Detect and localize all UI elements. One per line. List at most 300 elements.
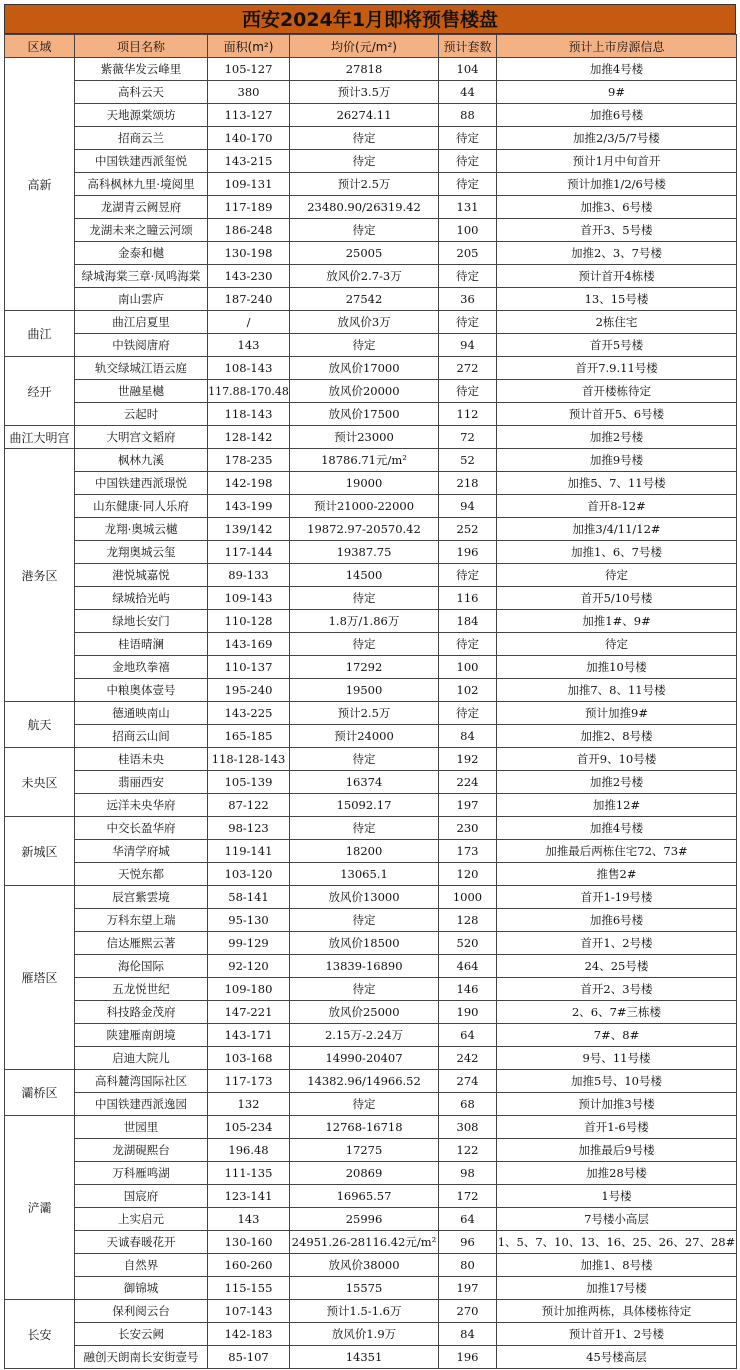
project-cell: 绿城拾光屿: [75, 587, 208, 610]
project-cell: 辰宫紫雲境: [75, 886, 208, 909]
table-row: [5, 1047, 737, 1070]
units-cell: 80: [439, 1254, 497, 1277]
info-cell: 首开7.9.11号楼: [497, 357, 737, 380]
area-cell: 113-127: [208, 104, 290, 127]
price-cell: 14382.96/14966.52: [290, 1070, 439, 1093]
info-cell: 预计首开5、6号楼: [497, 403, 737, 426]
units-cell: 104: [439, 58, 497, 81]
units-cell: 520: [439, 932, 497, 955]
price-cell: 17292: [290, 656, 439, 679]
price-cell: 放风价2.7-3万: [290, 265, 439, 288]
area-cell: 108-143: [208, 357, 290, 380]
price-cell: 放风价13000: [290, 886, 439, 909]
units-cell: 待定: [439, 150, 497, 173]
info-cell: 预计加推两栋，具体楼栋待定: [497, 1300, 737, 1323]
project-cell: 龙湖未来之瞳云河颂: [75, 219, 208, 242]
table-row: [5, 472, 737, 495]
units-cell: 128: [439, 909, 497, 932]
units-cell: 270: [439, 1300, 497, 1323]
area-cell: 117-144: [208, 541, 290, 564]
info-cell: 推售2#: [497, 863, 737, 886]
table-row: [5, 978, 737, 1001]
units-cell: 196: [439, 1346, 497, 1369]
units-cell: 308: [439, 1116, 497, 1139]
area-cell: 99-129: [208, 932, 290, 955]
project-cell: 信达雁熙云著: [75, 932, 208, 955]
units-cell: 218: [439, 472, 497, 495]
table-row: [5, 288, 737, 311]
project-cell: 紫薇华发云峰里: [75, 58, 208, 81]
project-cell: 山东健康·同人乐府: [75, 495, 208, 518]
info-cell: 待定: [497, 564, 737, 587]
project-cell: 上实启元: [75, 1208, 208, 1231]
table-row: [5, 1208, 737, 1231]
info-cell: 加推2、3、7号楼: [497, 242, 737, 265]
units-cell: 待定: [439, 702, 497, 725]
area-cell: 95-130: [208, 909, 290, 932]
units-cell: 122: [439, 1139, 497, 1162]
area-cell: 142-183: [208, 1323, 290, 1346]
info-cell: 加推10号楼: [497, 656, 737, 679]
header-price: 均价(元/m²): [290, 35, 439, 58]
table-row: [5, 426, 737, 449]
table-row: [5, 1254, 737, 1277]
info-cell: 首开1-19号楼: [497, 886, 737, 909]
project-cell: 中国铁建西派璟悦: [75, 472, 208, 495]
area-cell: 139/142: [208, 518, 290, 541]
project-cell: 天地源棠颂坊: [75, 104, 208, 127]
info-cell: 9#: [497, 81, 737, 104]
units-cell: 72: [439, 426, 497, 449]
project-cell: 桂语未央: [75, 748, 208, 771]
table-row: [5, 1093, 737, 1116]
table-row: [5, 863, 737, 886]
table-row: [5, 58, 737, 81]
table-row: [5, 587, 737, 610]
table-row: [5, 1185, 737, 1208]
project-cell: 中粮奥体壹号: [75, 679, 208, 702]
region-cell: 浐灞: [5, 1116, 75, 1300]
info-cell: 首开5号楼: [497, 334, 737, 357]
project-cell: 轨交绿城江语云庭: [75, 357, 208, 380]
table-row: [5, 794, 737, 817]
project-cell: 天悦东都: [75, 863, 208, 886]
info-cell: 首开5/10号楼: [497, 587, 737, 610]
table-row: [5, 1346, 737, 1369]
price-cell: 26274.11: [290, 104, 439, 127]
price-cell: 放风价17000: [290, 357, 439, 380]
project-cell: 天诚春暖花开: [75, 1231, 208, 1254]
region-cell: 航天: [5, 702, 75, 748]
info-cell: 加推2号楼: [497, 771, 737, 794]
price-cell: 13065.1: [290, 863, 439, 886]
area-cell: 111-135: [208, 1162, 290, 1185]
area-cell: 103-168: [208, 1047, 290, 1070]
price-cell: 12768-16718: [290, 1116, 439, 1139]
table-row: [5, 196, 737, 219]
units-cell: 252: [439, 518, 497, 541]
project-cell: 国宸府: [75, 1185, 208, 1208]
header-region: 区域: [5, 35, 75, 58]
header-info: 预计上市房源信息: [497, 35, 737, 58]
info-cell: 首开楼栋待定: [497, 380, 737, 403]
project-cell: 金地玖拳禧: [75, 656, 208, 679]
info-cell: 加推6号楼: [497, 909, 737, 932]
units-cell: 205: [439, 242, 497, 265]
project-cell: 高科枫林九里·境阅里: [75, 173, 208, 196]
project-cell: 枫林九溪: [75, 449, 208, 472]
price-cell: 预计23000: [290, 426, 439, 449]
area-cell: 187-240: [208, 288, 290, 311]
info-cell: 预计加推9#: [497, 702, 737, 725]
units-cell: 88: [439, 104, 497, 127]
project-cell: 世融星樾: [75, 380, 208, 403]
units-cell: 131: [439, 196, 497, 219]
price-cell: 预计2.5万: [290, 173, 439, 196]
area-cell: 105-234: [208, 1116, 290, 1139]
units-cell: 待定: [439, 380, 497, 403]
project-cell: 启迪大院儿: [75, 1047, 208, 1070]
area-cell: 143-169: [208, 633, 290, 656]
header-units: 预计套数: [439, 35, 497, 58]
units-cell: 1000: [439, 886, 497, 909]
table-row: [5, 725, 737, 748]
project-cell: 中国铁建西派玺悦: [75, 150, 208, 173]
area-cell: 89-133: [208, 564, 290, 587]
table-row: [5, 242, 737, 265]
price-cell: 16965.57: [290, 1185, 439, 1208]
project-cell: 龙翔·奥城云樾: [75, 518, 208, 541]
area-cell: 117-173: [208, 1070, 290, 1093]
area-cell: 380: [208, 81, 290, 104]
price-cell: 14351: [290, 1346, 439, 1369]
price-cell: 放风价18500: [290, 932, 439, 955]
table-row: [5, 173, 737, 196]
info-cell: 7号楼小高层: [497, 1208, 737, 1231]
project-cell: 港悦城嘉悦: [75, 564, 208, 587]
project-cell: 长安云阙: [75, 1323, 208, 1346]
units-cell: 52: [439, 449, 497, 472]
project-cell: 绿地长安门: [75, 610, 208, 633]
area-cell: 143-225: [208, 702, 290, 725]
info-cell: 加推5、7、11号楼: [497, 472, 737, 495]
price-cell: 待定: [290, 633, 439, 656]
project-cell: 万科雁鸣湖: [75, 1162, 208, 1185]
price-cell: 待定: [290, 1093, 439, 1116]
table-row: [5, 265, 737, 288]
price-cell: 17275: [290, 1139, 439, 1162]
area-cell: 110-137: [208, 656, 290, 679]
price-cell: 15092.17: [290, 794, 439, 817]
project-cell: 融创天朗南长安街壹号: [75, 1346, 208, 1369]
price-cell: 预计24000: [290, 725, 439, 748]
project-cell: 御锦城: [75, 1277, 208, 1300]
table-row: [5, 1277, 737, 1300]
presale-sheet: [4, 4, 736, 1369]
area-cell: /: [208, 311, 290, 334]
project-cell: 世园里: [75, 1116, 208, 1139]
project-cell: 绿城海棠三章·凤鸣海棠: [75, 265, 208, 288]
area-cell: 117-189: [208, 196, 290, 219]
table-body: [5, 58, 737, 1369]
units-cell: 173: [439, 840, 497, 863]
price-cell: 1.8万/1.86万: [290, 610, 439, 633]
units-cell: 待定: [439, 564, 497, 587]
info-cell: 预计首开4栋楼: [497, 265, 737, 288]
table-row: [5, 1300, 737, 1323]
units-cell: 待定: [439, 633, 497, 656]
area-cell: 140-170: [208, 127, 290, 150]
info-cell: 9号、11号楼: [497, 1047, 737, 1070]
table-row: [5, 886, 737, 909]
area-cell: 109-143: [208, 587, 290, 610]
area-cell: 110-128: [208, 610, 290, 633]
table-row: [5, 1024, 737, 1047]
table-row: [5, 909, 737, 932]
units-cell: 190: [439, 1001, 497, 1024]
units-cell: 64: [439, 1024, 497, 1047]
units-cell: 100: [439, 219, 497, 242]
project-cell: 远洋未央华府: [75, 794, 208, 817]
units-cell: 224: [439, 771, 497, 794]
project-cell: 德通映南山: [75, 702, 208, 725]
units-cell: 待定: [439, 127, 497, 150]
project-cell: 万科东望上瑞: [75, 909, 208, 932]
info-cell: 预计加推1/2/6号楼: [497, 173, 737, 196]
project-cell: 华清学府城: [75, 840, 208, 863]
info-cell: 首开2、3号楼: [497, 978, 737, 1001]
project-cell: 大明宫文韬府: [75, 426, 208, 449]
table-row: [5, 403, 737, 426]
price-cell: 待定: [290, 219, 439, 242]
table-row: [5, 449, 737, 472]
units-cell: 36: [439, 288, 497, 311]
area-cell: 178-235: [208, 449, 290, 472]
project-cell: 中国铁建西派逸园: [75, 1093, 208, 1116]
units-cell: 94: [439, 334, 497, 357]
units-cell: 242: [439, 1047, 497, 1070]
info-cell: 1号楼: [497, 1185, 737, 1208]
project-cell: 招商云山间: [75, 725, 208, 748]
table-row: [5, 104, 737, 127]
project-cell: 翡丽西安: [75, 771, 208, 794]
price-cell: 18200: [290, 840, 439, 863]
project-cell: 金泰和樾: [75, 242, 208, 265]
price-cell: 19000: [290, 472, 439, 495]
units-cell: 274: [439, 1070, 497, 1093]
info-cell: 加推3、6号楼: [497, 196, 737, 219]
project-cell: 高科云天: [75, 81, 208, 104]
sheet-title: 西安2024年1月即将预售楼盘: [4, 4, 736, 34]
price-cell: 18786.71元/m²: [290, 449, 439, 472]
units-cell: 464: [439, 955, 497, 978]
table-row: [5, 1070, 737, 1093]
price-cell: 预计3.5万: [290, 81, 439, 104]
project-cell: 五龙悦世纪: [75, 978, 208, 1001]
info-cell: 加推最后9号楼: [497, 1139, 737, 1162]
info-cell: 2、6、7#三栋楼: [497, 1001, 737, 1024]
info-cell: 加推6号楼: [497, 104, 737, 127]
price-cell: 23480.90/26319.42: [290, 196, 439, 219]
units-cell: 116: [439, 587, 497, 610]
info-cell: 预计加推3号楼: [497, 1093, 737, 1116]
table-row: [5, 1116, 737, 1139]
table-row: [5, 771, 737, 794]
table-row: [5, 1231, 737, 1254]
project-cell: 中交长盈华府: [75, 817, 208, 840]
info-cell: 加推7、8、11号楼: [497, 679, 737, 702]
table-row: [5, 955, 737, 978]
region-cell: 经开: [5, 357, 75, 426]
info-cell: 加推2号楼: [497, 426, 737, 449]
units-cell: 84: [439, 725, 497, 748]
table-row: [5, 1139, 737, 1162]
info-cell: 加推1#、9#: [497, 610, 737, 633]
area-cell: 115-155: [208, 1277, 290, 1300]
area-cell: 105-127: [208, 58, 290, 81]
header-project: 项目名称: [75, 35, 208, 58]
units-cell: 197: [439, 794, 497, 817]
units-cell: 120: [439, 863, 497, 886]
area-cell: 118-128-143: [208, 748, 290, 771]
info-cell: 预计首开1、2号楼: [497, 1323, 737, 1346]
table-row: [5, 1162, 737, 1185]
region-cell: 曲江大明宫: [5, 426, 75, 449]
project-cell: 科技路金茂府: [75, 1001, 208, 1024]
table-row: [5, 1323, 737, 1346]
units-cell: 98: [439, 1162, 497, 1185]
project-cell: 高科麓湾国际社区: [75, 1070, 208, 1093]
region-cell: 新城区: [5, 817, 75, 886]
table-row: [5, 380, 737, 403]
table-row: [5, 219, 737, 242]
area-cell: 186-248: [208, 219, 290, 242]
info-cell: 1、5、7、10、13、16、25、26、27、28#: [497, 1231, 737, 1254]
price-cell: 14500: [290, 564, 439, 587]
table-row: [5, 334, 737, 357]
header-area: 面积(m²): [208, 35, 290, 58]
project-cell: 南山雲庐: [75, 288, 208, 311]
units-cell: 192: [439, 748, 497, 771]
table-row: [5, 127, 737, 150]
price-cell: 放风价20000: [290, 380, 439, 403]
project-cell: 桂语晴澜: [75, 633, 208, 656]
area-cell: 98-123: [208, 817, 290, 840]
info-cell: 45号楼高层: [497, 1346, 737, 1369]
table-row: [5, 679, 737, 702]
table-row: [5, 656, 737, 679]
table-row: [5, 495, 737, 518]
info-cell: 加推1、8号楼: [497, 1254, 737, 1277]
info-cell: 2栋住宅: [497, 311, 737, 334]
table-row: [5, 840, 737, 863]
table-row: [5, 81, 737, 104]
price-cell: 待定: [290, 587, 439, 610]
area-cell: 132: [208, 1093, 290, 1116]
table-row: [5, 748, 737, 771]
units-cell: 112: [439, 403, 497, 426]
units-cell: 待定: [439, 311, 497, 334]
units-cell: 68: [439, 1093, 497, 1116]
area-cell: 123-141: [208, 1185, 290, 1208]
units-cell: 待定: [439, 173, 497, 196]
units-cell: 230: [439, 817, 497, 840]
info-cell: 加推9号楼: [497, 449, 737, 472]
price-cell: 19500: [290, 679, 439, 702]
table-row: [5, 932, 737, 955]
region-cell: 未央区: [5, 748, 75, 817]
header-row: [5, 35, 737, 58]
info-cell: 首开9、10号楼: [497, 748, 737, 771]
price-cell: 19387.75: [290, 541, 439, 564]
info-cell: 7#、8#: [497, 1024, 737, 1047]
info-cell: 加推最后两栋住宅72、73#: [497, 840, 737, 863]
units-cell: 184: [439, 610, 497, 633]
info-cell: 首开8-12#: [497, 495, 737, 518]
area-cell: 92-120: [208, 955, 290, 978]
price-cell: 25996: [290, 1208, 439, 1231]
table-row: [5, 817, 737, 840]
units-cell: 197: [439, 1277, 497, 1300]
area-cell: 143-215: [208, 150, 290, 173]
table-row: [5, 1001, 737, 1024]
price-cell: 27542: [290, 288, 439, 311]
units-cell: 64: [439, 1208, 497, 1231]
price-cell: 待定: [290, 909, 439, 932]
region-cell: 长安: [5, 1300, 75, 1369]
area-cell: 143-199: [208, 495, 290, 518]
units-cell: 44: [439, 81, 497, 104]
units-cell: 102: [439, 679, 497, 702]
area-cell: 128-142: [208, 426, 290, 449]
price-cell: 预计1.5-1.6万: [290, 1300, 439, 1323]
table-row: [5, 702, 737, 725]
price-cell: 24951.26-28116.42元/m²: [290, 1231, 439, 1254]
info-cell: 加推4号楼: [497, 817, 737, 840]
price-cell: 待定: [290, 127, 439, 150]
project-cell: 龙湖硯熙台: [75, 1139, 208, 1162]
project-cell: 陕建雁南朗境: [75, 1024, 208, 1047]
area-cell: 196.48: [208, 1139, 290, 1162]
price-cell: 2.15万-2.24万: [290, 1024, 439, 1047]
price-cell: 27818: [290, 58, 439, 81]
region-cell: 高新: [5, 58, 75, 311]
area-cell: 143-171: [208, 1024, 290, 1047]
region-cell: 曲江: [5, 311, 75, 357]
info-cell: 待定: [497, 633, 737, 656]
area-cell: 107-143: [208, 1300, 290, 1323]
info-cell: 加推28号楼: [497, 1162, 737, 1185]
info-cell: 加推2/3/5/7号楼: [497, 127, 737, 150]
table-row: [5, 610, 737, 633]
price-cell: 放风价17500: [290, 403, 439, 426]
info-cell: 加推1、6、7号楼: [497, 541, 737, 564]
project-cell: 曲江启夏里: [75, 311, 208, 334]
units-cell: 146: [439, 978, 497, 1001]
area-cell: 109-180: [208, 978, 290, 1001]
project-cell: 自然界: [75, 1254, 208, 1277]
info-cell: 13、15号楼: [497, 288, 737, 311]
area-cell: 58-141: [208, 886, 290, 909]
project-cell: 云起时: [75, 403, 208, 426]
project-cell: 海伦国际: [75, 955, 208, 978]
price-cell: 放风价1.9万: [290, 1323, 439, 1346]
info-cell: 加推17号楼: [497, 1277, 737, 1300]
info-cell: 预计1月中旬首开: [497, 150, 737, 173]
price-cell: 14990-20407: [290, 1047, 439, 1070]
area-cell: 105-139: [208, 771, 290, 794]
price-cell: 25005: [290, 242, 439, 265]
